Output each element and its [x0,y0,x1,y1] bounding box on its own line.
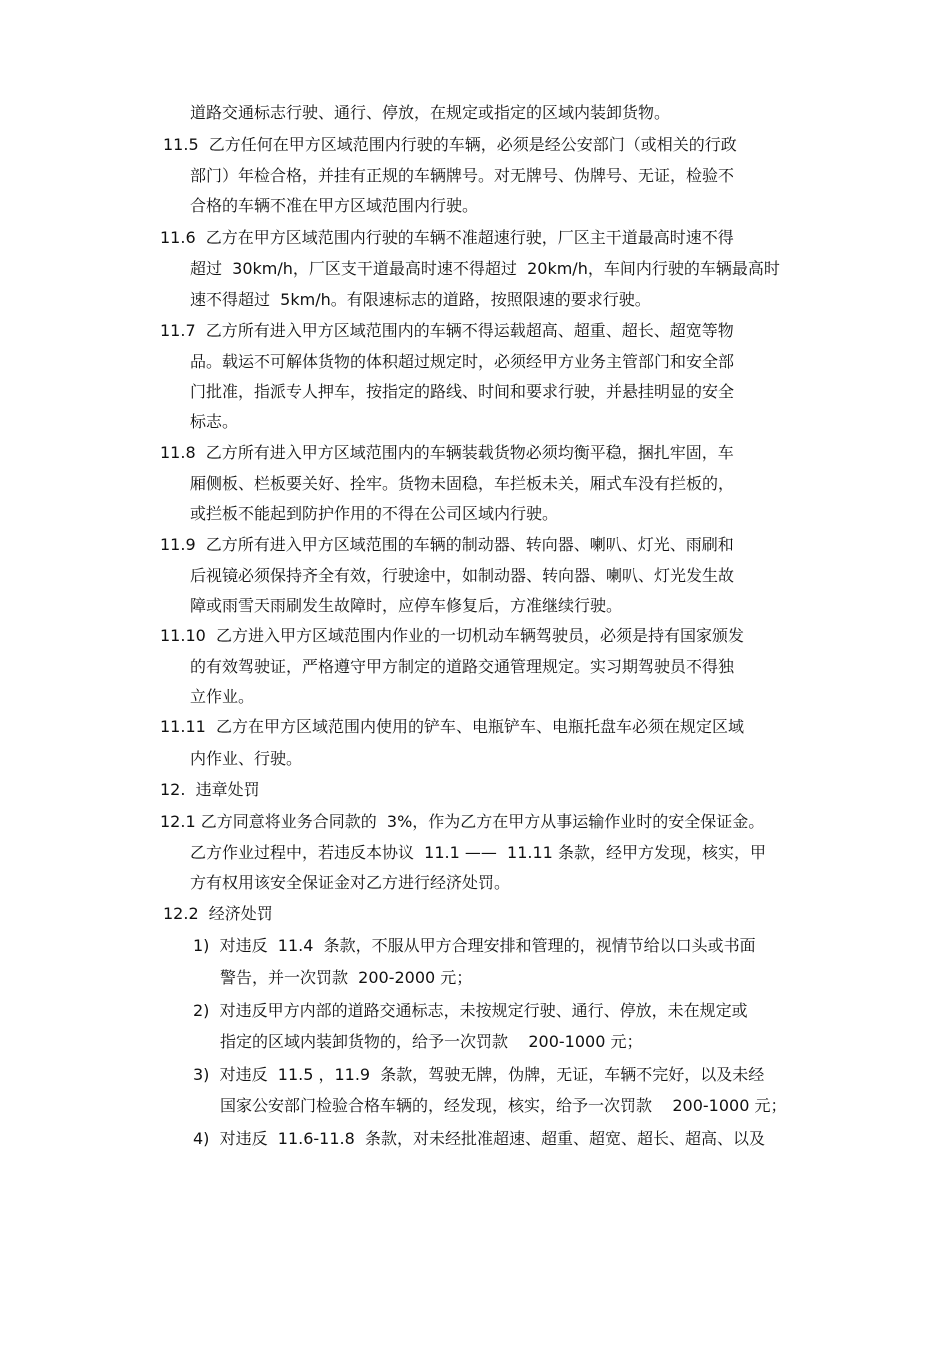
clause-11-11: 11.11 乙方在甲方区域范围内使用的铲车、电瓶铲车、电瓶托盘车必须在规定区域 [160,717,744,736]
text-line: 指定的区域内装卸货物的，给予一次罚款 200-1000 元； [220,1032,643,1051]
text-line: 国家公安部门检验合格车辆的，经发现，核实，给予一次罚款 200-1000 元； [220,1096,787,1115]
text-line: 超过 30km/h，厂区支干道最高时速不得超过 20km/h，车间内行驶的车辆最高时 [190,259,780,278]
text-line: 障或雨雪天雨刷发生故障时，应停车修复后，方准继续行驶。 [190,596,623,615]
penalty-item-1: 1) 对违反 11.4 条款，不服从甲方合理安排和管理的，视情节给以口头或书面 [193,936,756,955]
clause-11-6: 11.6 乙方在甲方区域范围内行驶的车辆不准超速行驶，厂区主干道最高时速不得 [160,228,734,247]
clause-12-2-heading: 12.2 经济处罚 [163,904,273,923]
clause-11-9: 11.9 乙方所有进入甲方区域范围的车辆的制动器、转向器、喇叭、灯光、雨刷和 [160,535,734,554]
penalty-item-4: 4) 对违反 11.6-11.8 条款，对未经批准超速、超重、超宽、超长、超高、以及 [193,1129,765,1148]
clause-11-7: 11.7 乙方所有进入甲方区域范围内的车辆不得运载超高、超重、超长、超宽等物 [160,321,734,340]
text-line: 立作业。 [190,687,255,706]
penalty-item-3: 3) 对违反 11.5 ，11.9 条款，驾驶无牌，伪牌，无证，车辆不完好，以及未经 [193,1065,765,1084]
text-line: 道路交通标志行驶、通行、停放，在规定或指定的区域内装卸货物。 [190,103,671,122]
penalty-item-2: 2) 对违反甲方内部的道路交通标志，未按规定行驶、通行、停放，未在规定或 [193,1001,748,1020]
text-line: 合格的车辆不准在甲方区域范围内行驶。 [190,196,479,215]
text-line: 厢侧板、栏板要关好、拴牢。货物未固稳，车拦板未关，厢式车没有拦板的， [190,474,735,493]
text-line: 内作业、行驶。 [190,749,303,768]
text-line: 品。载运不可解体货物的体积超过规定时，必须经甲方业务主管部门和安全部 [190,352,735,371]
text-line: 的有效驾驶证，严格遵守甲方制定的道路交通管理规定。实习期驾驶员不得独 [190,657,735,676]
text-line: 部门）年检合格，并挂有正规的车辆牌号。对无牌号、伪牌号、无证，检验不 [190,166,735,185]
text-line: 速不得超过 5km/h。有限速标志的道路，按照限速的要求行驶。 [190,290,651,309]
text-line: 标志。 [190,412,239,431]
text-line: 或拦板不能起到防护作用的不得在公司区域内行驶。 [190,504,559,523]
clause-11-8: 11.8 乙方所有进入甲方区域范围内的车辆装载货物必须均衡平稳，捆扎牢固，车 [160,443,734,462]
text-line: 后视镜必须保持齐全有效，行驶途中，如制动器、转向器、喇叭、灯光发生故 [190,566,735,585]
text-line: 乙方作业过程中，若违反本协议 11.1 —— 11.11 条款，经甲方发现，核实，甲 [190,843,766,862]
clause-11-5: 11.5 乙方任何在甲方区域范围内行驶的车辆，必须是经公安部门（或相关的行政 [163,135,737,154]
text-line: 警告，并一次罚款 200-2000 元； [220,968,473,987]
text-line: 方有权用该安全保证金对乙方进行经济处罚。 [190,873,511,892]
text-line: 门批准，指派专人押车，按指定的路线、时间和要求行驶，并悬挂明显的安全 [190,382,735,401]
clause-12-1: 12.1 乙方同意将业务合同款的 3%，作为乙方在甲方从事运输作业时的安全保证金。 [160,812,765,831]
clause-11-10: 11.10 乙方进入甲方区域范围内作业的一切机动车辆驾驶员，必须是持有国家颁发 [160,626,744,645]
section-12-heading: 12. 违章处罚 [160,780,260,799]
